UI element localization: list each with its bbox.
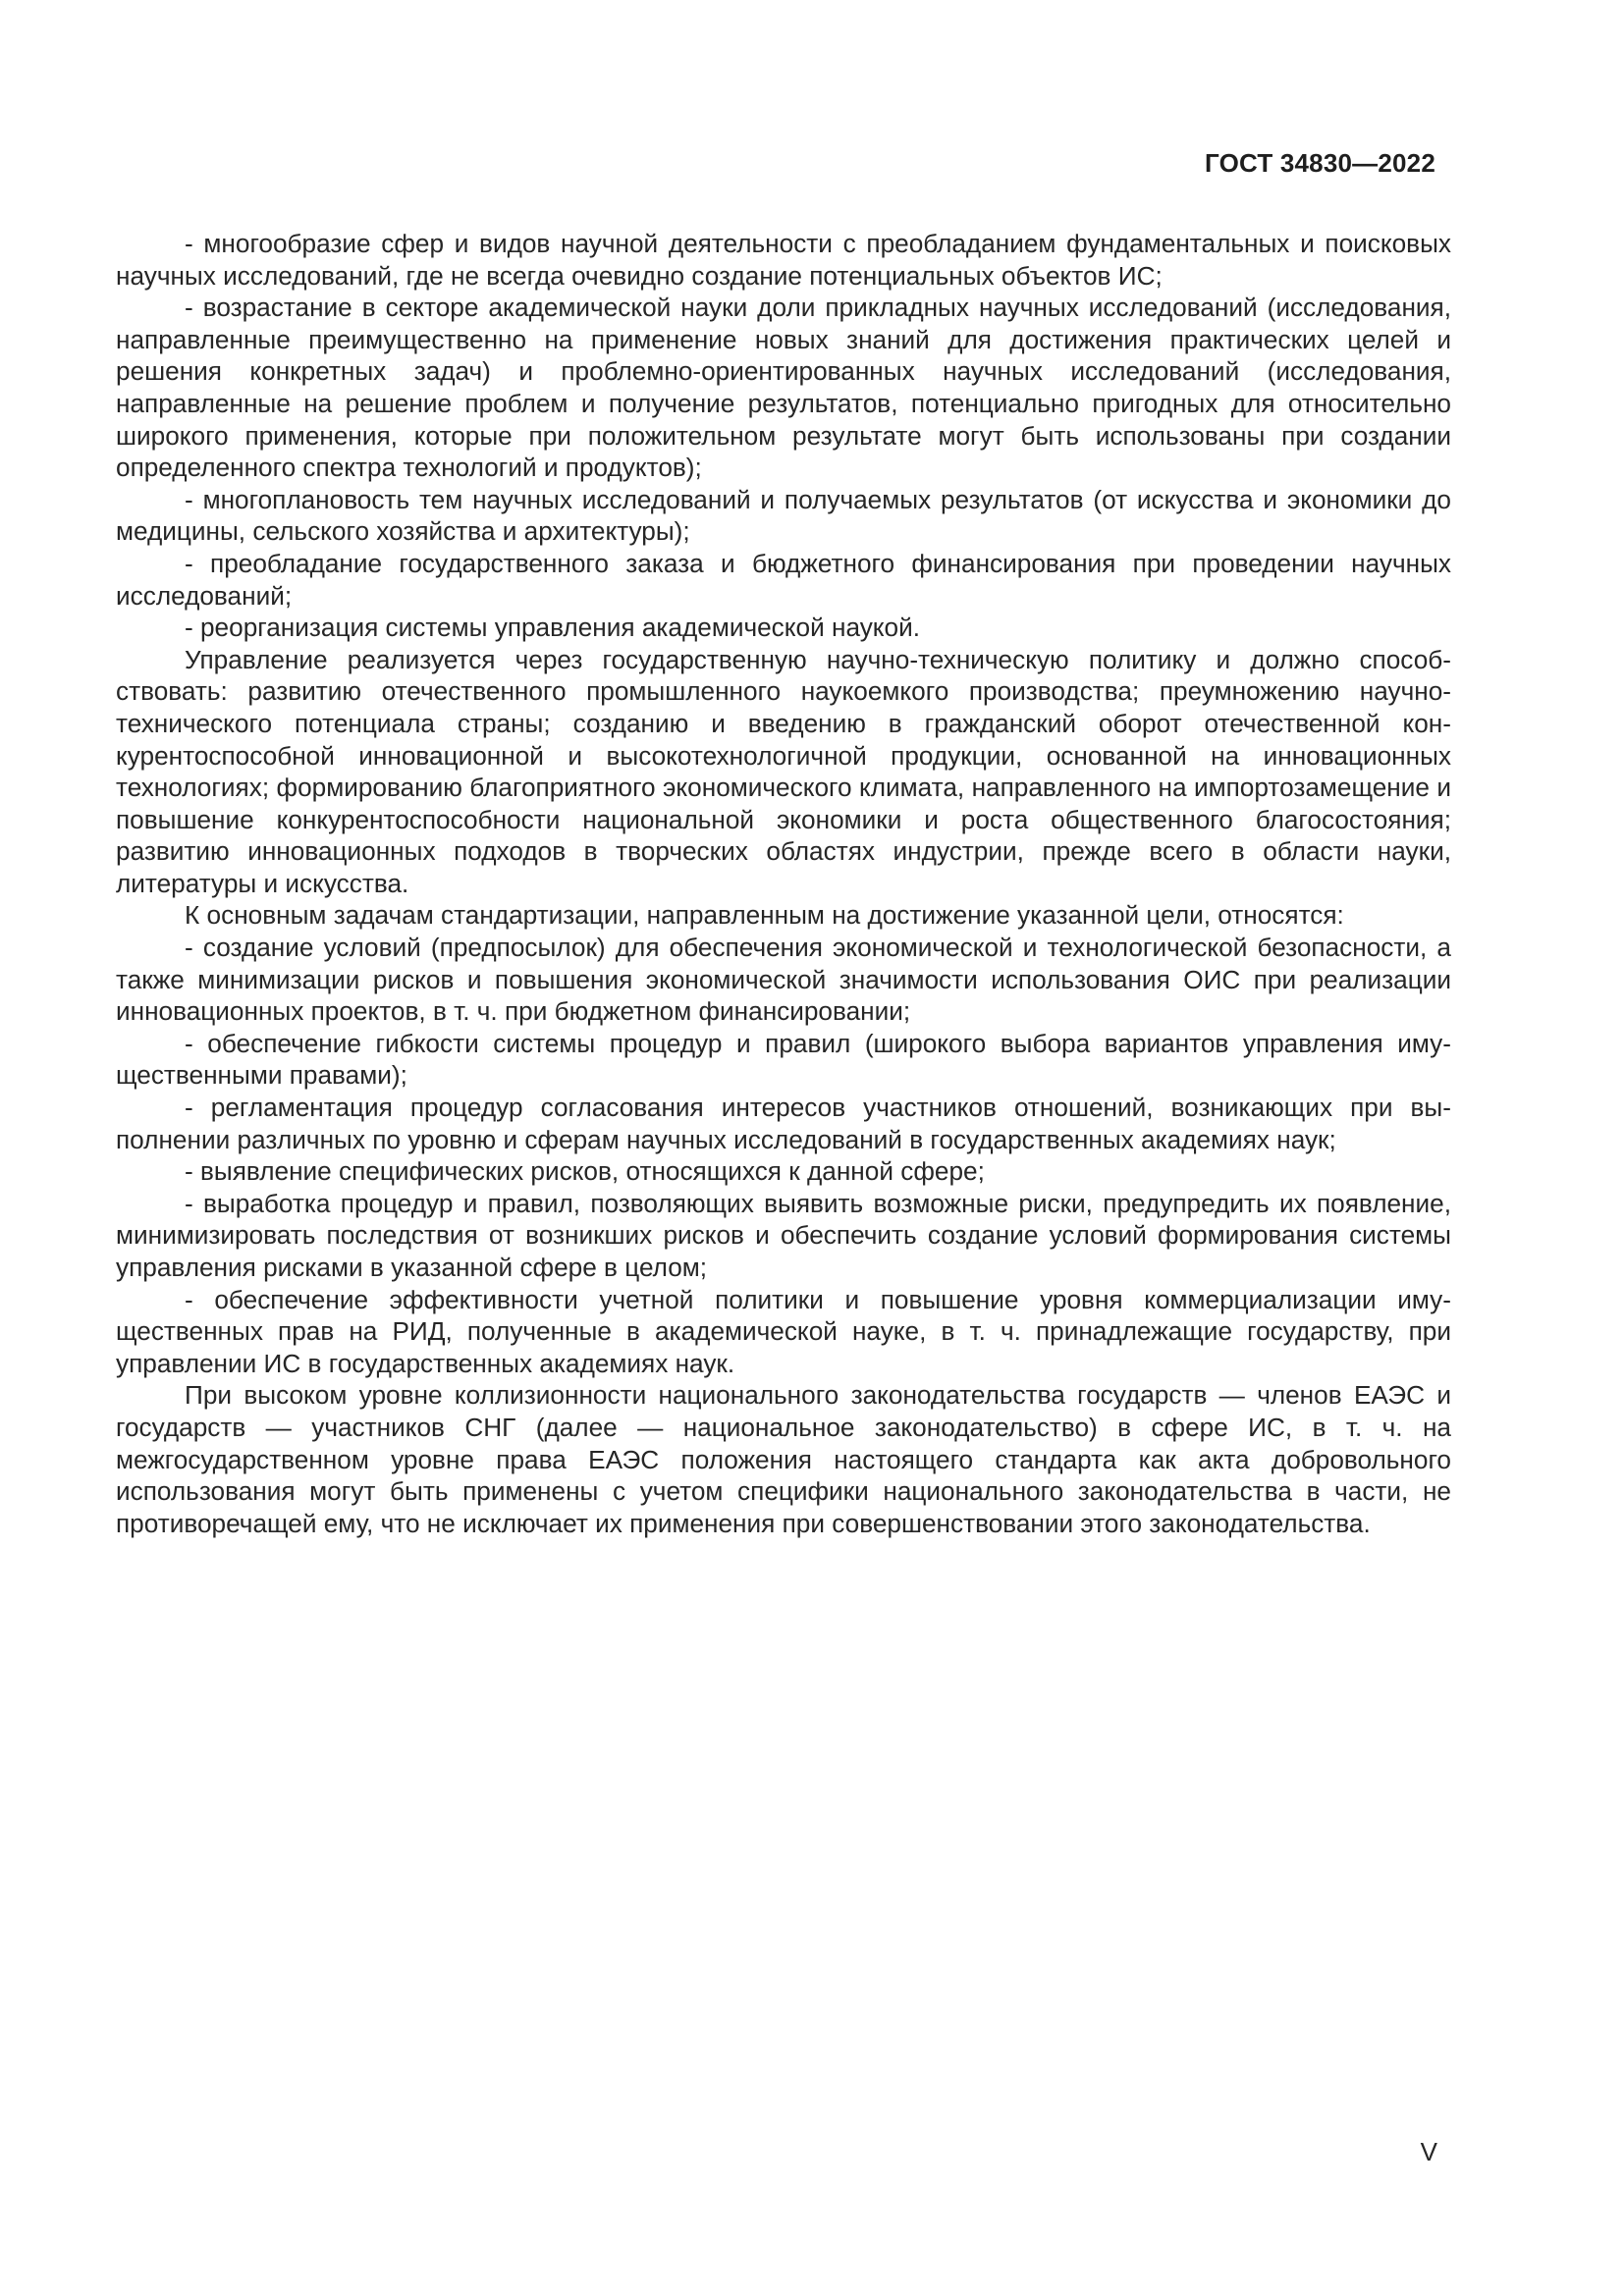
- document-code-header: ГОСТ 34830—2022: [1205, 148, 1435, 178]
- paragraph-reorganization: - реорганизация системы управления академической наукой.: [185, 613, 921, 643]
- paragraph-diversity: - многообразие сфер и видов научной деятельности с преобладанием фундаментальных и поисковых научных исследований, где не всегда очевидно создание потенциальных объектов ИС;: [116, 229, 1451, 291]
- paragraph-state-funding: - преобладание государственного заказа и бюджетного финансирования при проведении научных исследований;: [116, 548, 1451, 611]
- paragraph-legislation: При высоком уровне коллизионности национального законодательства государств — членов ЕАЭС и государств — участников СНГ (далее — национальное законодательство) в сфере ИС, в т. ч. на межгосударственном уровне права ЕАЭС положения настоящего стандарта как акта добровольного использования могут быть применены с учетом специфики национального законодательства в части, не противоречащей ему, что не исключает их применения при совершенствовании этого законодательства.: [116, 1380, 1451, 1538]
- page-number: V: [1420, 2137, 1437, 2166]
- paragraph-task-risks: - выявление специфических рисков, относящихся к данной сфере;: [185, 1156, 985, 1187]
- paragraph-management: Управление реализуется через государственную научно-техническую политику и должно способствовать: развитию отечественного промышленного наукоемкого производства; преумножению научно-технического потенциала страны; созданию и введению в гражданский оборот отечественной конкурентоспособной инновационной и высокотехнологичной продукции, основанной на инновационных технологиях; формированию благоприятного экономического климата, направленного на импортозамещение и повышение конкурентоспособности национальной экономики и роста общественного благосостояния; развитию инновационных подходов в творческих областях индустрии, прежде всего в области науки, литературы и искусства.: [116, 644, 1451, 898]
- paragraph-task-security: - создание условий (предпосылок) для обеспечения экономической и технологической безопасности, а также минимизации рисков и повышения экономической значимости использования ОИС при реализации инновационных проектов, в т. ч. при бюджетном финансировании;: [116, 933, 1451, 1027]
- paragraph-task-procedures: - выработка процедур и правил, позволяющих выявить возможные риски, предупредить их появление, минимизировать последствия от возникших рисков и обеспечить создание условий формирования системы управления рисками в указанной сфере в целом;: [116, 1188, 1451, 1282]
- paragraph-tasks-intro: К основным задачам стандартизации, направленным на достижение указанной цели, относятся:: [185, 900, 1344, 931]
- paragraph-task-flexibility: - обеспечение гибкости системы процедур и правил (широкого выбора вариантов управления имущественными правами);: [116, 1028, 1451, 1091]
- paragraph-task-regulation: - регламентация процедур согласования интересов участников отношений, возникающих при выполнении различных по уровню и сферам научных исследований в государственных академиях наук;: [116, 1093, 1451, 1154]
- paragraph-applied-research: - возрастание в секторе академической науки доли прикладных научных исследований (исследования, направленные преимущественно на применение новых знаний для достижения практических целей и решения конкретных задач) и проблемно-ориентированных научных исследований (исследования, направленные на решение проблем и получение результатов, потенциально пригодных для относительно широкого применения, которые при положительном результате могут быть использованы при создании определенного спектра технологий и продуктов);: [116, 293, 1451, 483]
- paragraph-research-topics: - многоплановость тем научных исследований и получаемых результатов (от искусства и экономики до медицины, сельского хозяйства и архитектуры);: [116, 484, 1451, 547]
- paragraph-task-accounting: - обеспечение эффективности учетной политики и повышение уровня коммерциализации имущественных прав на РИД, полученные в академической науке, в т. ч. принадлежащие государству, при управлении ИС в государственных академиях наук.: [116, 1284, 1451, 1378]
- document-body: [116, 228, 1451, 1539]
